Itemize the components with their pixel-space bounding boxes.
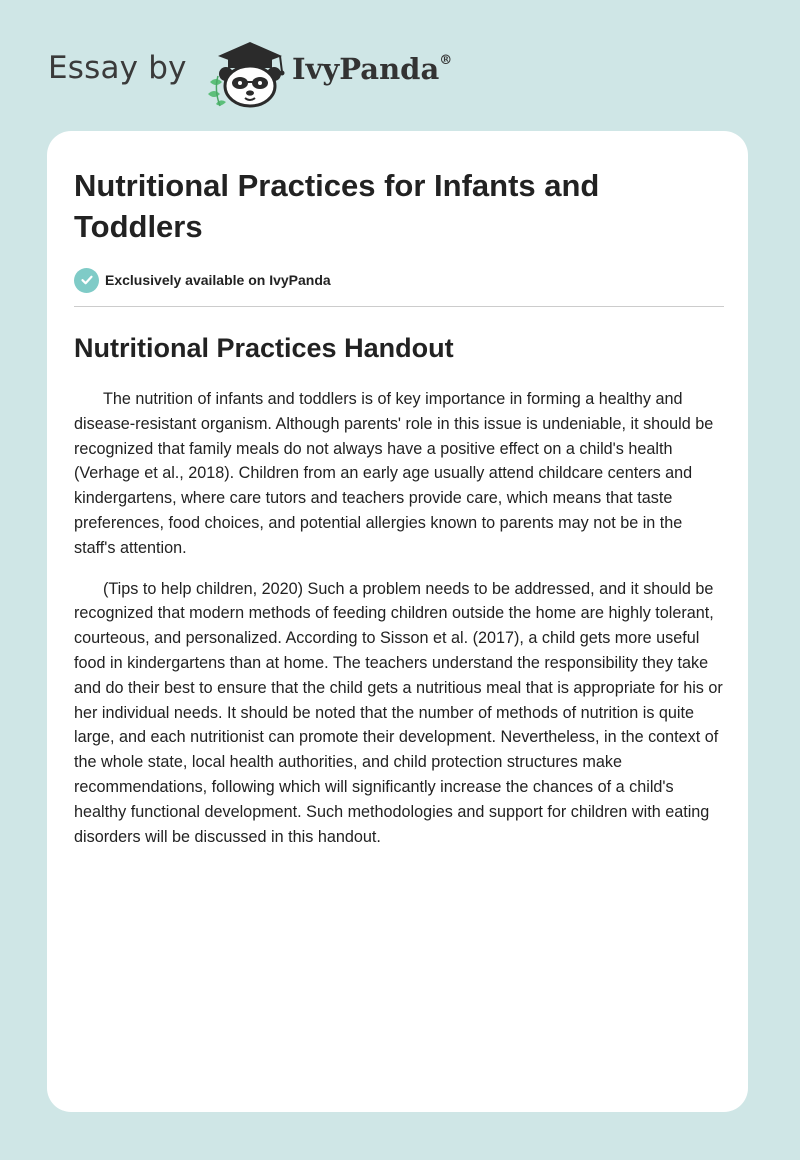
exclusive-badge	[74, 267, 724, 293]
divider	[74, 306, 724, 307]
section-heading: Nutritional Practices Handout	[74, 333, 454, 363]
brand-name[interactable]: IvyPanda®	[292, 52, 453, 86]
brand-header	[48, 36, 468, 106]
paragraph: (Tips to help children, 2020) Such a problem needs to be addressed, and it should be recognized that modern methods of feeding children outside the home are highly tolerant, courteous, and personalized. According to Sisson et al. (2017), a child gets more useful food in kindergartens than at home. The teachers understand the responsibility they take and do their best to ensure that the child gets a nutritious meal that is appropriate for his or her individual needs. It should be noted that the number of methods of nutrition is quite large, and each nutritionist can promote their development. Nevertheless, in the context of the whole state, local health authorities, and child protection structures make recommendations, following which will significantly increase the chances of a child's healthy functional development. Such methodologies and support for children with eating disorders will be discussed in this handout.	[74, 579, 723, 846]
paragraph: The nutrition of infants and toddlers is of key importance in forming a healthy and disease-resistant organism. Although parents' role in this issue is undeniable, it should be recognized that family meals do not always have a positive effect on a child's health (Verhage et al., 2018). Children from an early age usually attend childcare centers and kindergartens, where care tutors and teachers provide care, which means that taste preferences, food choices, and potential allergies known to parents may not be in the staff's attention.	[74, 390, 714, 557]
ivypanda-logo-icon[interactable]	[202, 36, 294, 108]
essay-card	[47, 131, 748, 1112]
check-circle-icon	[74, 268, 99, 293]
page-title: Nutritional Practices for Infants and Toddlers	[74, 168, 600, 244]
article-body	[74, 387, 724, 849]
brand-prefix: Essay by	[48, 50, 187, 86]
essay-content	[74, 165, 724, 865]
badge-text: Exclusively available on IvyPanda	[105, 272, 331, 288]
